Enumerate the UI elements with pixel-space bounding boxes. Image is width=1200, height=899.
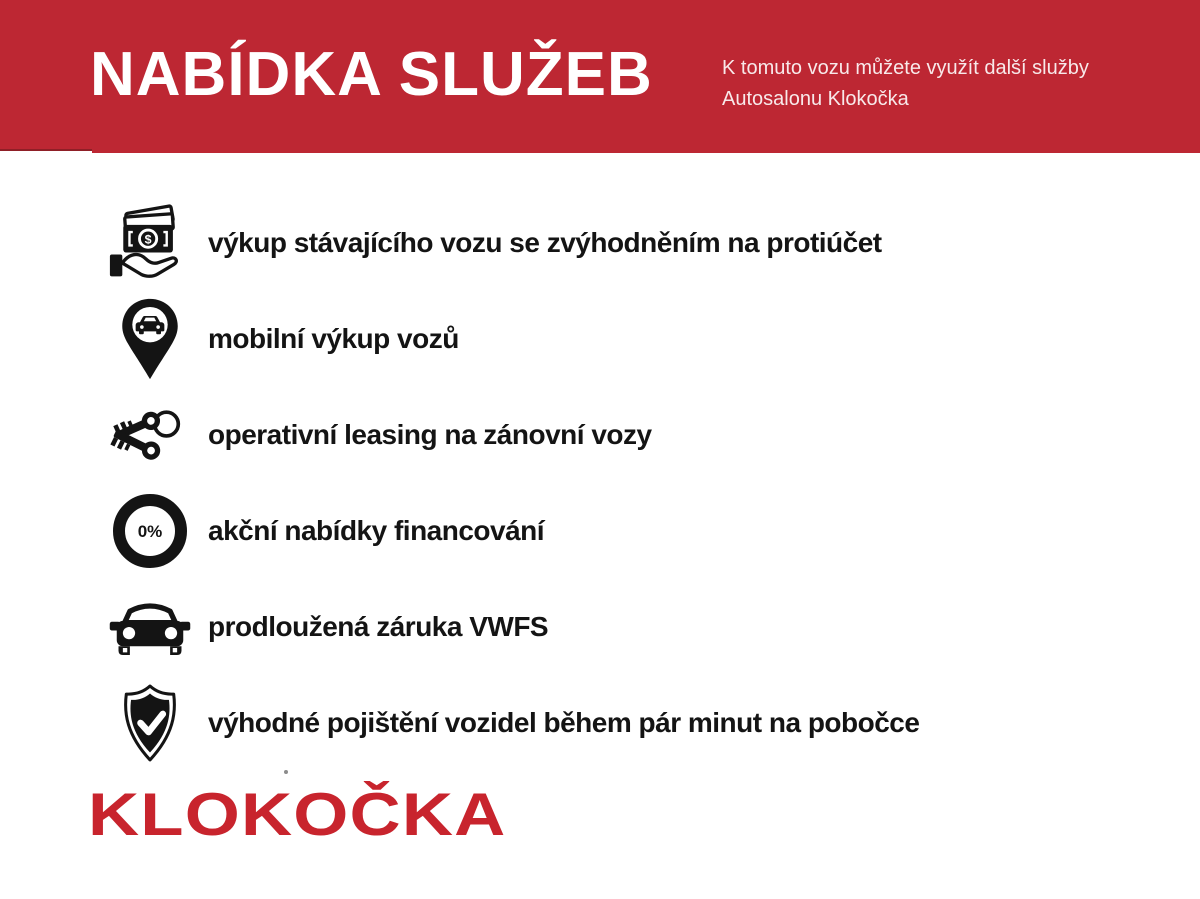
speck-artifact <box>284 770 288 774</box>
zero-percent-badge: 0% <box>137 522 163 541</box>
band-notch-decoration <box>0 149 92 153</box>
header-band <box>0 0 1200 153</box>
service-item-warranty <box>108 579 1200 675</box>
service-item-trade-in <box>108 195 1200 291</box>
header-subtitle-line2: Autosalonu Klokočka <box>722 88 909 110</box>
service-label: výhodné pojištění vozidel během pár minut na pobočce <box>208 707 920 738</box>
money-hand-icon <box>108 200 192 286</box>
footer <box>88 781 1200 875</box>
service-item-mobile-buyout <box>108 291 1200 387</box>
service-item-insurance <box>108 675 1200 771</box>
header-subtitle-line1: K tomuto vozu můžete využít další služby <box>722 57 1089 79</box>
service-label: mobilní výkup vozů <box>208 323 459 354</box>
car-keys-icon <box>108 396 192 474</box>
service-label: operativní leasing na zánovní vozy <box>208 419 652 450</box>
car-location-pin-icon <box>108 295 192 383</box>
service-item-financing <box>108 483 1200 579</box>
svg-text:$: $ <box>144 232 152 247</box>
service-label: prodloužená záruka VWFS <box>208 611 549 642</box>
klokocka-logo: KLOKOČKA <box>88 781 507 848</box>
header-subtitle <box>722 53 1089 115</box>
service-item-leasing <box>108 387 1200 483</box>
zero-percent-icon <box>108 493 192 569</box>
service-label: akční nabídky financování <box>208 515 545 546</box>
page-title: NABÍDKA SLUŽEB <box>90 40 653 109</box>
car-front-icon <box>108 595 192 659</box>
shield-check-icon <box>108 683 192 763</box>
services-list <box>0 153 1200 771</box>
service-label: výkup stávajícího vozu se zvýhodněním na protiúčet <box>208 227 882 258</box>
